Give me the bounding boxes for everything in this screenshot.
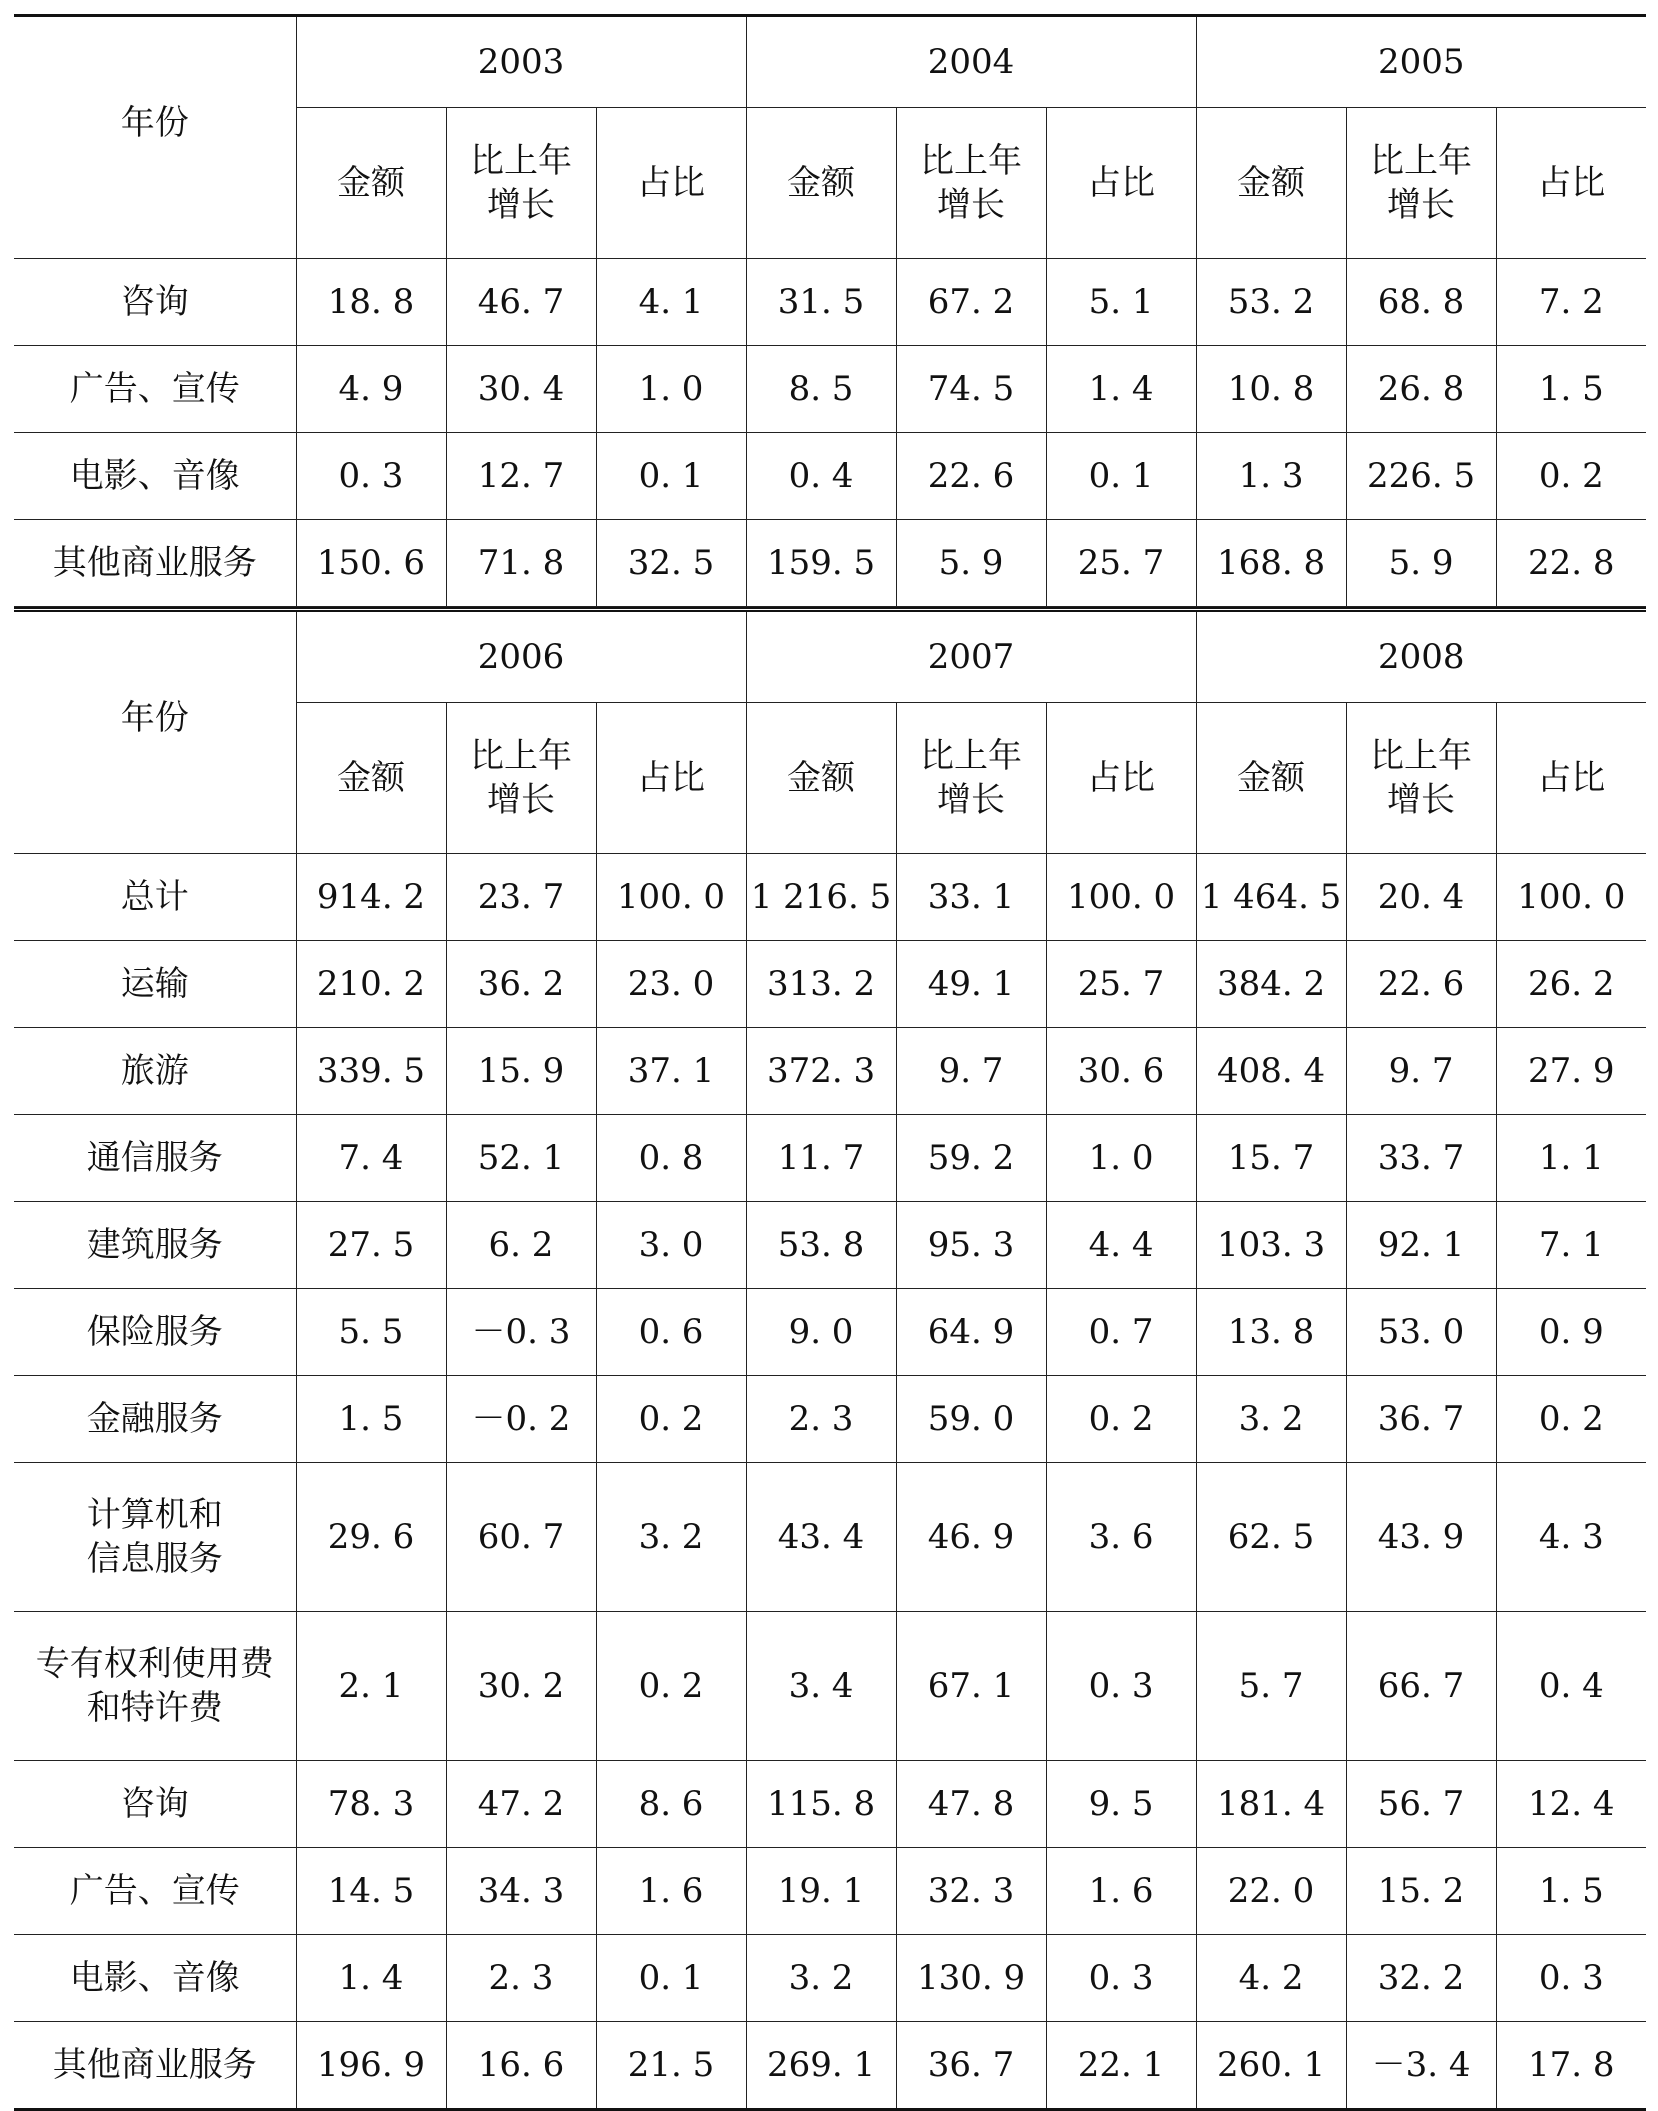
table-cell: 95. 3 <box>896 1202 1046 1289</box>
table-cell: 23. 7 <box>446 854 596 941</box>
table-cell: 15. 7 <box>1196 1115 1346 1202</box>
table-cell: 59. 2 <box>896 1115 1046 1202</box>
table-cell: 1. 4 <box>1046 346 1196 433</box>
table-cell: 3. 2 <box>596 1463 746 1612</box>
table-cell: 181. 4 <box>1196 1761 1346 1848</box>
table-cell: 30. 6 <box>1046 1028 1196 1115</box>
table-cell: 60. 7 <box>446 1463 596 1612</box>
table-cell: 4. 2 <box>1196 1935 1346 2022</box>
table-cell: 339. 5 <box>296 1028 446 1115</box>
table-cell: 29. 6 <box>296 1463 446 1612</box>
table-row <box>14 259 1646 346</box>
table-cell: 5. 7 <box>1196 1612 1346 1761</box>
row-label: 计算机和 信息服务 <box>14 1463 296 1612</box>
table-cell: 32. 2 <box>1346 1935 1496 2022</box>
table-cell: 168. 8 <box>1196 520 1346 607</box>
table-cell: 1. 6 <box>1046 1848 1196 1935</box>
sub-header: 金额 <box>1196 703 1346 854</box>
table-cell: 5. 9 <box>896 520 1046 607</box>
table-cell: 408. 4 <box>1196 1028 1346 1115</box>
sub-header: 比上年 增长 <box>896 108 1046 259</box>
table-cell: 4. 1 <box>596 259 746 346</box>
row-label: 运输 <box>14 941 296 1028</box>
table-cell: 53. 8 <box>746 1202 896 1289</box>
table-cell: 0. 2 <box>1496 1376 1646 1463</box>
table-cell: 32. 5 <box>596 520 746 607</box>
row-label: 保险服务 <box>14 1289 296 1376</box>
table-cell: 4. 9 <box>296 346 446 433</box>
year-header: 2005 <box>1196 16 1646 108</box>
table-cell: 269. 1 <box>746 2022 896 2110</box>
table-cell: 21. 5 <box>596 2022 746 2110</box>
table-cell: 19. 1 <box>746 1848 896 1935</box>
table-cell: 4. 3 <box>1496 1463 1646 1612</box>
table-cell: 9. 5 <box>1046 1761 1196 1848</box>
table-cell: 30. 2 <box>446 1612 596 1761</box>
table-cell: 3. 2 <box>746 1935 896 2022</box>
table-cell: 7. 2 <box>1496 259 1646 346</box>
table-cell: 15. 2 <box>1346 1848 1496 1935</box>
sub-header: 比上年 增长 <box>446 108 596 259</box>
year-header: 2006 <box>296 610 746 703</box>
table-cell: 26. 8 <box>1346 346 1496 433</box>
table-cell: 78. 3 <box>296 1761 446 1848</box>
table-cell: 20. 4 <box>1346 854 1496 941</box>
table-cell: 0. 2 <box>1496 433 1646 520</box>
table-cell: 49. 1 <box>896 941 1046 1028</box>
table-cell: 37. 1 <box>596 1028 746 1115</box>
table-cell: 62. 5 <box>1196 1463 1346 1612</box>
table-cell: 3. 6 <box>1046 1463 1196 1612</box>
table-cell: 33. 1 <box>896 854 1046 941</box>
table-cell: 31. 5 <box>746 259 896 346</box>
table-cell: 1. 0 <box>1046 1115 1196 1202</box>
table-cell: 5. 5 <box>296 1289 446 1376</box>
table-cell: －0. 3 <box>446 1289 596 1376</box>
table-row <box>14 1612 1646 1761</box>
table-cell: 7. 1 <box>1496 1202 1646 1289</box>
table-cell: 1. 0 <box>596 346 746 433</box>
table-cell: 30. 4 <box>446 346 596 433</box>
table-cell: 7. 4 <box>296 1115 446 1202</box>
table-cell: 25. 7 <box>1046 520 1196 607</box>
table-cell: 36. 2 <box>446 941 596 1028</box>
header-label-cell: 年份 <box>14 610 296 854</box>
table-cell: 0. 1 <box>1046 433 1196 520</box>
table-cell: 52. 1 <box>446 1115 596 1202</box>
table-cell: 64. 9 <box>896 1289 1046 1376</box>
row-label: 咨询 <box>14 1761 296 1848</box>
table-cell: 100. 0 <box>1046 854 1196 941</box>
table-cell: 67. 2 <box>896 259 1046 346</box>
table-cell: 46. 9 <box>896 1463 1046 1612</box>
table-row <box>14 1376 1646 1463</box>
table-cell: 13. 8 <box>1196 1289 1346 1376</box>
sub-header: 金额 <box>296 703 446 854</box>
table-cell: 226. 5 <box>1346 433 1496 520</box>
table-cell: 372. 3 <box>746 1028 896 1115</box>
table-cell: 9. 0 <box>746 1289 896 1376</box>
table-cell: 0. 4 <box>1496 1612 1646 1761</box>
table-cell: 384. 2 <box>1196 941 1346 1028</box>
table-row <box>14 854 1646 941</box>
table-cell: 56. 7 <box>1346 1761 1496 1848</box>
table-cell: 47. 2 <box>446 1761 596 1848</box>
row-label: 广告、宣传 <box>14 346 296 433</box>
table-cell: 5. 1 <box>1046 259 1196 346</box>
table-row <box>14 1202 1646 1289</box>
table-row <box>14 1463 1646 1612</box>
table-cell: 0. 1 <box>596 1935 746 2022</box>
table-cell: 10. 8 <box>1196 346 1346 433</box>
table-cell: 17. 8 <box>1496 2022 1646 2110</box>
table-row <box>14 520 1646 607</box>
table-cell: 8. 6 <box>596 1761 746 1848</box>
table-cell: 2. 3 <box>746 1376 896 1463</box>
table-row <box>14 1935 1646 2022</box>
row-label: 其他商业服务 <box>14 2022 296 2110</box>
row-label: 通信服务 <box>14 1115 296 1202</box>
table-cell: －3. 4 <box>1346 2022 1496 2110</box>
sub-header: 占比 <box>596 703 746 854</box>
table-cell: 22. 8 <box>1496 520 1646 607</box>
table-cell: 2. 3 <box>446 1935 596 2022</box>
table-cell: 0. 4 <box>746 433 896 520</box>
table-cell: －0. 2 <box>446 1376 596 1463</box>
table-cell: 1. 6 <box>596 1848 746 1935</box>
table-cell: 1 216. 5 <box>746 854 896 941</box>
sub-header: 金额 <box>296 108 446 259</box>
table-cell: 22. 6 <box>896 433 1046 520</box>
table-cell: 23. 0 <box>596 941 746 1028</box>
sub-header: 金额 <box>746 703 896 854</box>
sub-header: 占比 <box>1046 108 1196 259</box>
table-1 <box>14 14 1646 607</box>
row-label: 旅游 <box>14 1028 296 1115</box>
table-cell: 159. 5 <box>746 520 896 607</box>
table-cell: 9. 7 <box>896 1028 1046 1115</box>
row-label: 总计 <box>14 854 296 941</box>
table-cell: 26. 2 <box>1496 941 1646 1028</box>
row-label: 电影、音像 <box>14 1935 296 2022</box>
table-cell: 0. 1 <box>596 433 746 520</box>
table-cell: 1. 4 <box>296 1935 446 2022</box>
table-cell: 1 464. 5 <box>1196 854 1346 941</box>
sub-header: 比上年 增长 <box>896 703 1046 854</box>
table-row <box>14 1028 1646 1115</box>
table-cell: 1. 3 <box>1196 433 1346 520</box>
table-cell: 0. 9 <box>1496 1289 1646 1376</box>
table-row <box>14 1115 1646 1202</box>
table-cell: 43. 9 <box>1346 1463 1496 1612</box>
table-cell: 27. 5 <box>296 1202 446 1289</box>
table-cell: 14. 5 <box>296 1848 446 1935</box>
table-cell: 18. 8 <box>296 259 446 346</box>
year-header-row <box>14 610 1646 703</box>
table-cell: 22. 6 <box>1346 941 1496 1028</box>
table-cell: 59. 0 <box>896 1376 1046 1463</box>
table-cell: 68. 8 <box>1346 259 1496 346</box>
table-cell: 0. 2 <box>596 1376 746 1463</box>
row-label: 咨询 <box>14 259 296 346</box>
table-cell: 0. 3 <box>1046 1612 1196 1761</box>
table-2 <box>14 607 1646 2111</box>
table-row <box>14 346 1646 433</box>
table-cell: 36. 7 <box>896 2022 1046 2110</box>
table-row <box>14 1289 1646 1376</box>
sub-header: 比上年 增长 <box>446 703 596 854</box>
table-cell: 115. 8 <box>746 1761 896 1848</box>
table-cell: 100. 0 <box>1496 854 1646 941</box>
table-cell: 3. 0 <box>596 1202 746 1289</box>
table-cell: 0. 7 <box>1046 1289 1196 1376</box>
sub-header: 金额 <box>746 108 896 259</box>
table-cell: 32. 3 <box>896 1848 1046 1935</box>
sub-header: 金额 <box>1196 108 1346 259</box>
table-cell: 1. 5 <box>1496 346 1646 433</box>
table-row <box>14 433 1646 520</box>
table-cell: 43. 4 <box>746 1463 896 1612</box>
row-label: 其他商业服务 <box>14 520 296 607</box>
table-cell: 1. 1 <box>1496 1115 1646 1202</box>
table-cell: 6. 2 <box>446 1202 596 1289</box>
sub-header: 占比 <box>1046 703 1196 854</box>
table-row <box>14 1848 1646 1935</box>
table-cell: 27. 9 <box>1496 1028 1646 1115</box>
table-cell: 3. 2 <box>1196 1376 1346 1463</box>
year-header: 2003 <box>296 16 746 108</box>
table-cell: 8. 5 <box>746 346 896 433</box>
year-header: 2007 <box>746 610 1196 703</box>
table-cell: 71. 8 <box>446 520 596 607</box>
table-cell: 15. 9 <box>446 1028 596 1115</box>
table-cell: 103. 3 <box>1196 1202 1346 1289</box>
table-cell: 12. 4 <box>1496 1761 1646 1848</box>
table-cell: 130. 9 <box>896 1935 1046 2022</box>
table-cell: 4. 4 <box>1046 1202 1196 1289</box>
table-row <box>14 1761 1646 1848</box>
header-label-cell: 年份 <box>14 16 296 259</box>
table-cell: 0. 3 <box>1496 1935 1646 2022</box>
table-cell: 9. 7 <box>1346 1028 1496 1115</box>
year-header: 2004 <box>746 16 1196 108</box>
table-cell: 33. 7 <box>1346 1115 1496 1202</box>
table-cell: 53. 2 <box>1196 259 1346 346</box>
sub-header: 比上年 增长 <box>1346 108 1496 259</box>
sub-header: 占比 <box>596 108 746 259</box>
table-cell: 25. 7 <box>1046 941 1196 1028</box>
table-cell: 150. 6 <box>296 520 446 607</box>
table-cell: 0. 8 <box>596 1115 746 1202</box>
table-cell: 0. 2 <box>1046 1376 1196 1463</box>
table-row <box>14 941 1646 1028</box>
data-table-document <box>14 14 1640 2111</box>
table-cell: 0. 2 <box>596 1612 746 1761</box>
table-cell: 196. 9 <box>296 2022 446 2110</box>
table-cell: 22. 1 <box>1046 2022 1196 2110</box>
row-label: 建筑服务 <box>14 1202 296 1289</box>
row-label: 金融服务 <box>14 1376 296 1463</box>
table-cell: 66. 7 <box>1346 1612 1496 1761</box>
table-cell: 67. 1 <box>896 1612 1046 1761</box>
sub-header: 占比 <box>1496 108 1646 259</box>
row-label: 广告、宣传 <box>14 1848 296 1935</box>
table-row <box>14 2022 1646 2110</box>
table-cell: 5. 9 <box>1346 520 1496 607</box>
table-cell: 1. 5 <box>296 1376 446 1463</box>
table-cell: 100. 0 <box>596 854 746 941</box>
row-label: 电影、音像 <box>14 433 296 520</box>
sub-header: 占比 <box>1496 703 1646 854</box>
table-cell: 2. 1 <box>296 1612 446 1761</box>
year-header-row <box>14 16 1646 108</box>
table-cell: 1. 5 <box>1496 1848 1646 1935</box>
row-label: 专有权利使用费 和特许费 <box>14 1612 296 1761</box>
table-cell: 22. 0 <box>1196 1848 1346 1935</box>
table-cell: 0. 3 <box>296 433 446 520</box>
table-cell: 34. 3 <box>446 1848 596 1935</box>
table-cell: 53. 0 <box>1346 1289 1496 1376</box>
table-cell: 914. 2 <box>296 854 446 941</box>
table-cell: 92. 1 <box>1346 1202 1496 1289</box>
table-cell: 3. 4 <box>746 1612 896 1761</box>
sub-header: 比上年 增长 <box>1346 703 1496 854</box>
year-header: 2008 <box>1196 610 1646 703</box>
table-cell: 47. 8 <box>896 1761 1046 1848</box>
table-cell: 16. 6 <box>446 2022 596 2110</box>
table-cell: 36. 7 <box>1346 1376 1496 1463</box>
table-cell: 0. 6 <box>596 1289 746 1376</box>
table-cell: 46. 7 <box>446 259 596 346</box>
table-cell: 260. 1 <box>1196 2022 1346 2110</box>
table-cell: 12. 7 <box>446 433 596 520</box>
table-cell: 0. 3 <box>1046 1935 1196 2022</box>
table-cell: 74. 5 <box>896 346 1046 433</box>
table-cell: 313. 2 <box>746 941 896 1028</box>
table-cell: 210. 2 <box>296 941 446 1028</box>
table-cell: 11. 7 <box>746 1115 896 1202</box>
